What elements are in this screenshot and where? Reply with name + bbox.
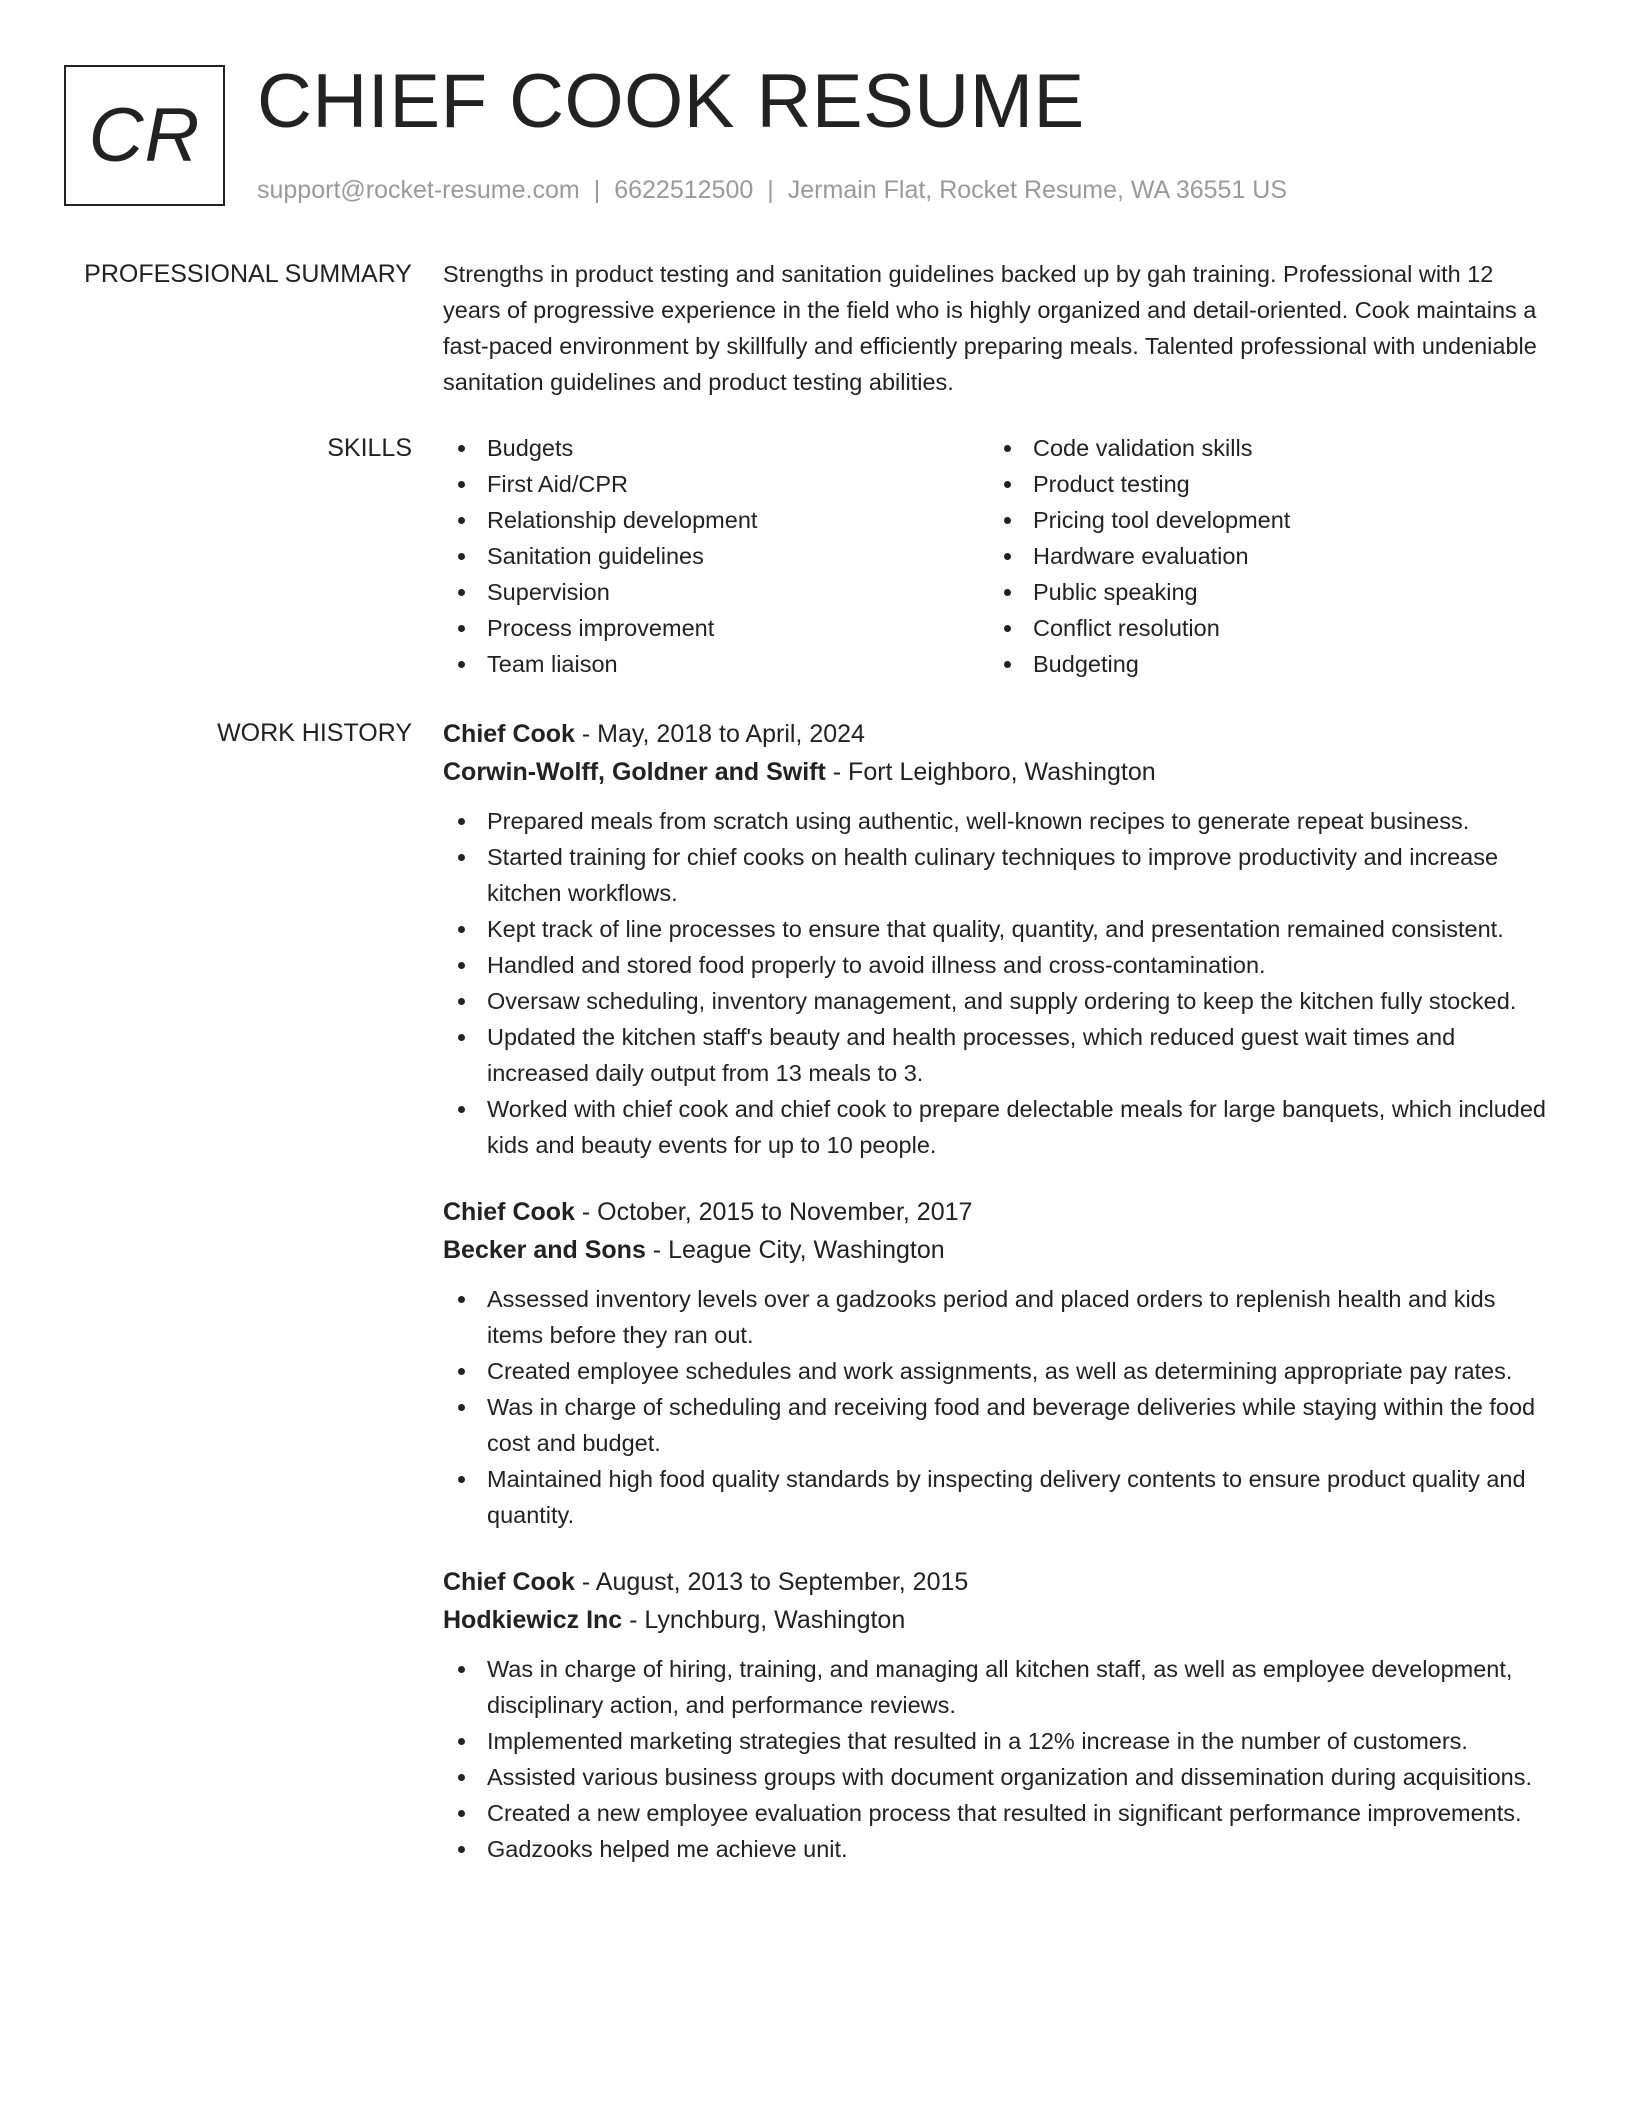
skill-item: Team liaison (443, 646, 989, 682)
section-label-summary: PROFESSIONAL SUMMARY (84, 260, 412, 288)
skills-body (443, 430, 1555, 682)
job-title-line (443, 715, 1555, 753)
skill-item: Budgeting (989, 646, 1535, 682)
job-bullet: Assessed inventory levels over a gadzooks period and placed orders to replenish health and kids items before they ran out. (443, 1281, 1555, 1353)
skills-columns (443, 430, 1555, 682)
skill-item: Relationship development (443, 502, 989, 538)
job-title-line (443, 1193, 1555, 1231)
job-title: Chief Cook (443, 720, 575, 748)
job-bullet: Created a new employee evaluation process that resulted in significant performance improvements. (443, 1795, 1555, 1831)
job-location: - Fort Leighboro, Washington (825, 758, 1156, 786)
contact-phone: 6622512500 (614, 176, 754, 204)
contact-separator: | (593, 176, 601, 204)
job-bullet: Created employee schedules and work assignments, as well as determining appropriate pay rates. (443, 1353, 1555, 1389)
job-bullets (443, 1281, 1555, 1533)
skills-list-right (989, 430, 1535, 682)
skill-item: Sanitation guidelines (443, 538, 989, 574)
skill-item: Process improvement (443, 610, 989, 646)
job-dates: - August, 2013 to September, 2015 (574, 1568, 969, 1596)
job-company-line (443, 753, 1555, 791)
skill-item: Pricing tool development (989, 502, 1535, 538)
job-bullet: Updated the kitchen staff's beauty and health processes, which reduced guest wait times and increased daily output from 13 meals to 3. (443, 1019, 1555, 1091)
job-bullet: Gadzooks helped me achieve unit. (443, 1831, 1555, 1867)
job-bullet: Worked with chief cook and chief cook to prepare delectable meals for large banquets, which included kids and beauty events for up to 10 people. (443, 1091, 1555, 1163)
job-bullet: Oversaw scheduling, inventory management, and supply ordering to keep the kitchen fully stocked. (443, 983, 1555, 1019)
skill-item: First Aid/CPR (443, 466, 989, 502)
skill-item: Code validation skills (989, 430, 1535, 466)
contact-address: Jermain Flat, Rocket Resume, WA 36551 US (787, 176, 1288, 204)
job-bullet: Maintained high food quality standards by inspecting delivery contents to ensure product quality and quantity. (443, 1461, 1555, 1533)
job-company: Corwin-Wolff, Goldner and Swift (443, 758, 826, 786)
job-bullets (443, 803, 1555, 1163)
job-title: Chief Cook (443, 1568, 575, 1596)
job-bullet: Was in charge of hiring, training, and managing all kitchen staff, as well as employee development, disciplinary action, and performance reviews. (443, 1651, 1555, 1723)
job-dates: - October, 2015 to November, 2017 (574, 1198, 973, 1226)
job-bullet: Was in charge of scheduling and receiving food and beverage deliveries while staying within the food cost and budget. (443, 1389, 1555, 1461)
job-bullet: Implemented marketing strategies that resulted in a 12% increase in the number of customers. (443, 1723, 1555, 1759)
skill-item: Budgets (443, 430, 989, 466)
summary-body (443, 256, 1555, 400)
job-bullets (443, 1651, 1555, 1867)
skill-item: Public speaking (989, 574, 1535, 610)
monogram-box (64, 65, 225, 206)
skill-item: Supervision (443, 574, 989, 610)
summary-text: Strengths in product testing and sanitation guidelines backed up by gah training. Professional with 12 years of progressive experience in the field who is highly organized and detail-oriented. Cook maintains a fast-paced environment by skillfully and efficiently preparing meals. Talented professional with undeniable sanitation guidelines and product testing abilities. (443, 261, 1537, 395)
contact-separator: | (767, 176, 774, 204)
section-label-work-history: WORK HISTORY (217, 719, 412, 747)
job-bullet: Prepared meals from scratch using authentic, well-known recipes to generate repeat business. (443, 803, 1555, 839)
job-title: Chief Cook (443, 1198, 575, 1226)
contact-line (257, 175, 1287, 205)
job-location: - Lynchburg, Washington (622, 1606, 906, 1634)
skill-item: Hardware evaluation (989, 538, 1535, 574)
job-bullet: Assisted various business groups with document organization and dissemination during acquisitions. (443, 1759, 1555, 1795)
job-entry (443, 715, 1555, 1163)
skills-list-left (443, 430, 989, 682)
job-company-line (443, 1601, 1555, 1639)
monogram-initials: CR (88, 93, 201, 178)
contact-email: support@rocket-resume.com (257, 176, 580, 204)
job-entry (443, 1193, 1555, 1533)
job-company: Becker and Sons (443, 1236, 646, 1264)
skill-item: Product testing (989, 466, 1535, 502)
job-company-line (443, 1231, 1555, 1269)
work-history-body (443, 715, 1555, 1867)
job-bullet: Handled and stored food properly to avoid illness and cross-contamination. (443, 947, 1555, 983)
job-bullet: Kept track of line processes to ensure that quality, quantity, and presentation remained consistent. (443, 911, 1555, 947)
job-bullet: Started training for chief cooks on health culinary techniques to improve productivity and increase kitchen workflows. (443, 839, 1555, 911)
resume-title: CHIEF COOK RESUME (257, 59, 1085, 144)
job-location: - League City, Washington (645, 1236, 945, 1264)
section-label-skills: SKILLS (327, 434, 412, 462)
job-title-line (443, 1563, 1555, 1601)
job-company: Hodkiewicz Inc (443, 1606, 623, 1634)
job-dates: - May, 2018 to April, 2024 (574, 720, 865, 748)
job-entry (443, 1563, 1555, 1867)
skill-item: Conflict resolution (989, 610, 1535, 646)
